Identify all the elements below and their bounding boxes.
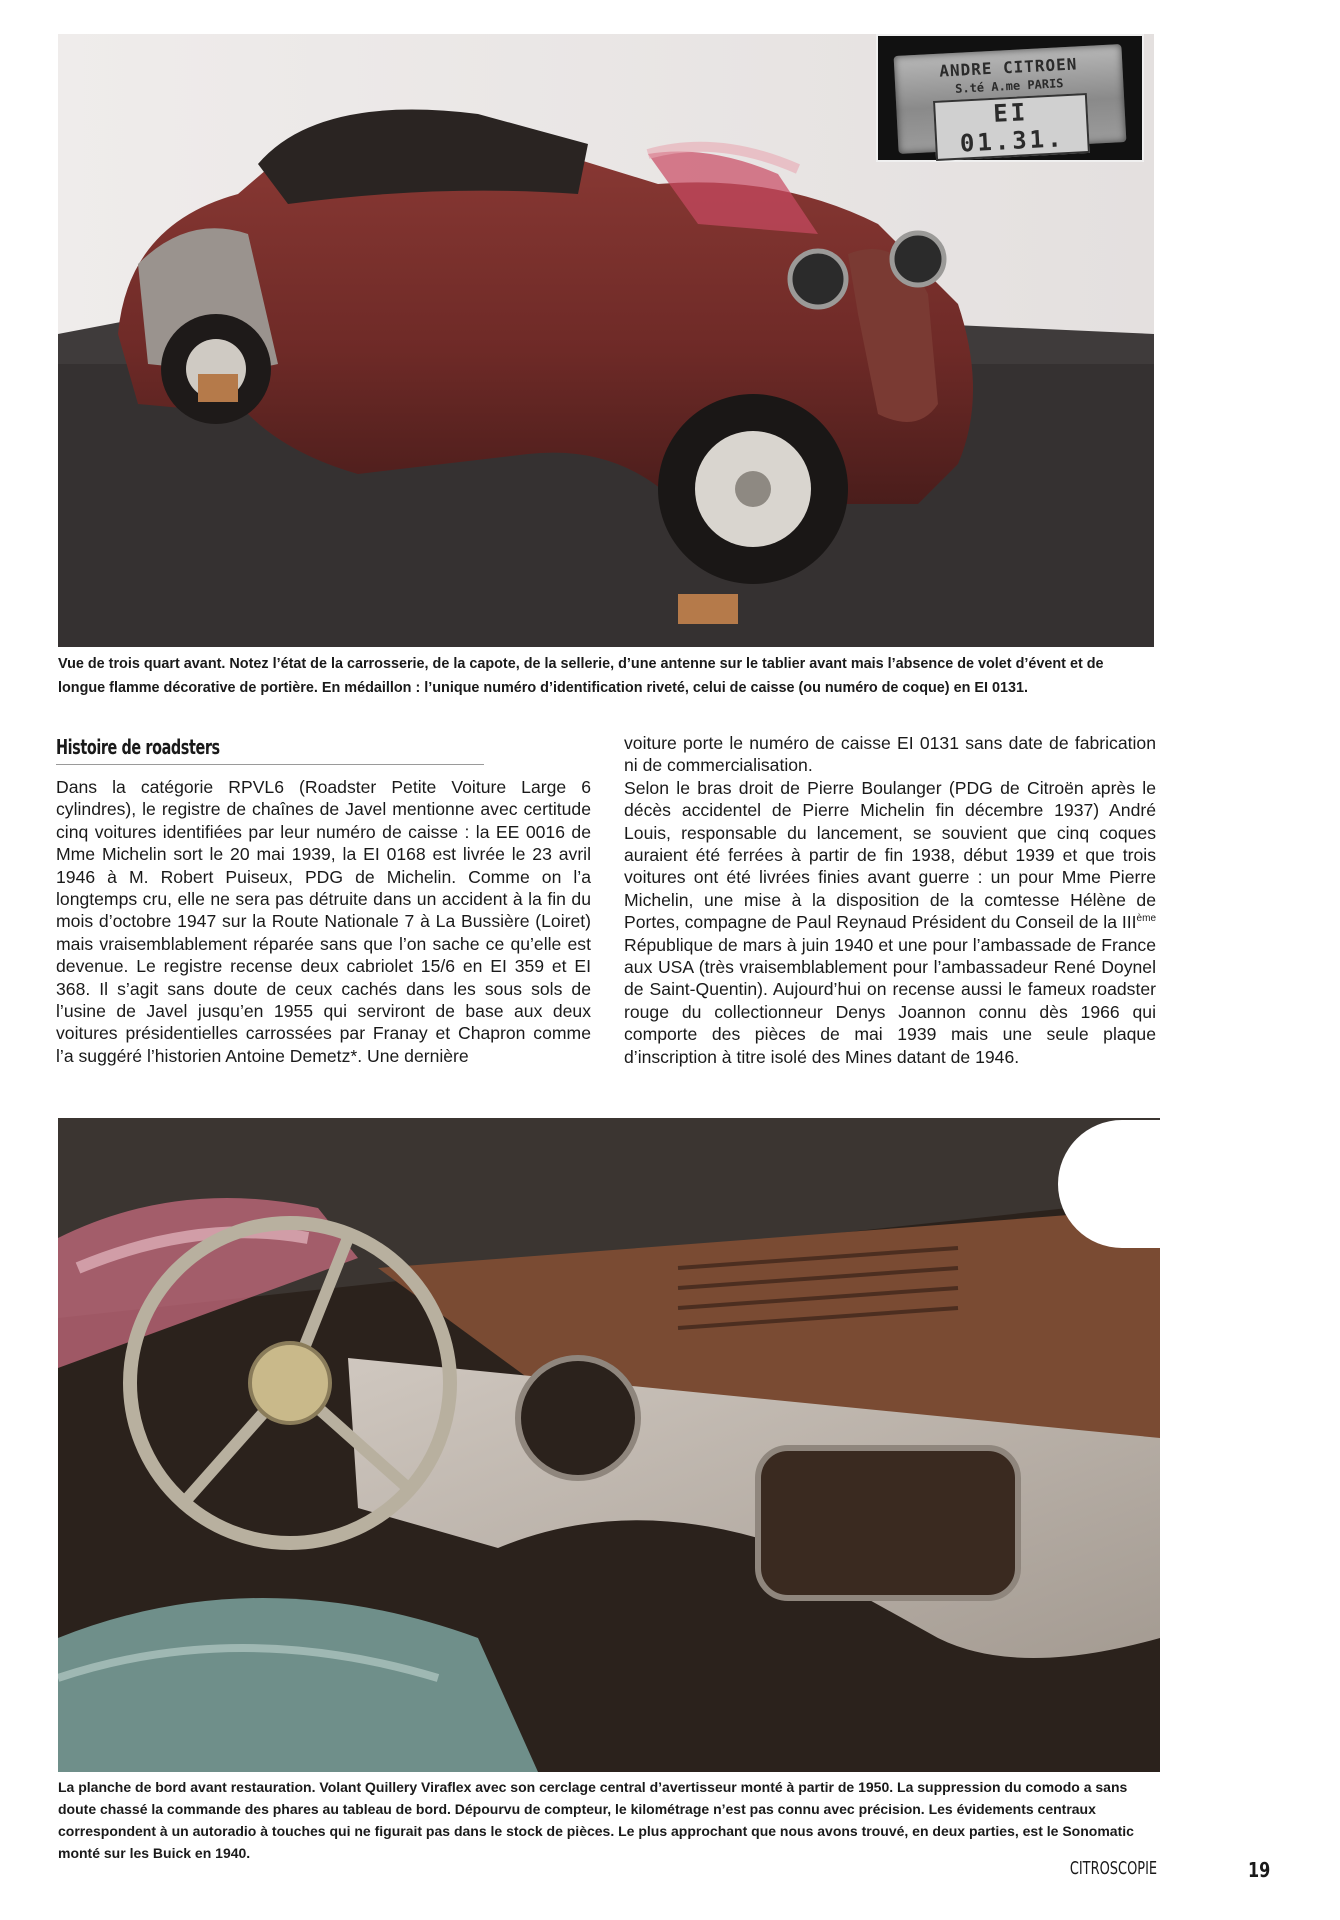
- article-right-paragraph-2: [624, 777, 1156, 1068]
- page-number: 19: [1248, 1858, 1271, 1882]
- magazine-name: CITROSCOPIE: [1069, 1858, 1157, 1879]
- section-title: Histoire de roadsters: [56, 732, 484, 765]
- article-left-column: Dans la catégorie RPVL6 (Roadster Petite Voiture Large 6 cylindres), le registre de chaînes de Javel mentionne avec certitude cinq voitures identifiées par leur numéro de caisse : la EE 0016 de Mme Michelin sort le 20 mai 1939, la EI 0168 est livrée le 23 avril 1946 à M. Robert Puiseux, PDG de Michelin. Comme on l’a longtemps cru, elle ne sera pas détruite dans un accident à la fin du mois d’octobre 1947 sur la Route Nationale 7 à La Bussière (Loiret) mais vraisemblablement réparée sans que l’on sache ce qu’elle est devenue. Le registre recense deux cabriolet 15/6 en EI 359 et EI 368. Il s’agit sans doute de ceux cachés dans les sous sols de l’usine de Javel jusqu’en 1955 qui serviront de base aux deux voitures présidentielles carrossées par Franay et Chapron comme l’a suggéré l’historien Antoine Demetz*. Une dernière: [56, 777, 591, 1066]
- article-right-paragraph-1: voiture porte le numéro de caisse EI 0131 sans date de fabrication ni de commercialisation.: [624, 733, 1156, 776]
- body-number-plate: [894, 44, 1127, 158]
- plate-line-brand: ANDRE CITROEN: [938, 54, 1078, 81]
- paragraph-2-part-b: République de mars à juin 1940 et une pour l’ambassade de France aux USA (très vraisemblablement pour l’ambassadeur René Doynel de Saint-Quentin). Aujourd’hui on recense aussi le fameux roadster rouge du collectionneur Denys Joannon connu dès 1966 qui comporte des pièces de mai 1939 mais une seule plaque d’inscription à titre isolé des Mines datant de 1946.: [624, 934, 1156, 1067]
- bottom-photo-caption: La planche de bord avant restauration. Volant Quillery Viraflex avec son cerclage central d’avertisseur monté à partir de 1950. La suppression du comodo a sans doute chassé la commande des phares au tableau de bord. Dépourvu de compteur, le kilométrage n’est pas connu avec précision. Les évidements centraux correspondent à un autoradio à touches qui ne figurait pas dans le stock de pièces. Le plus approchant que nous avons trouvé, en deux parties, est le Sonomatic monté sur les Buick en 1940.: [58, 1779, 1134, 1861]
- identification-plate-inset: [876, 34, 1144, 162]
- plate-line-number: EI 01.31.: [933, 93, 1090, 161]
- paragraph-2-part-a: Selon le bras droit de Pierre Boulanger (PDG de Citroën après le décès accidentel de Pierre Michelin fin décembre 1937) André Louis, responsable du lancement, se souvient que cinq coques auraient été ferrées à partir de fin 1938, début 1939 et que trois voitures ont été livrées finies avant guerre : un pour Mme Pierre Michelin, une mise à la disposition de la comtesse Hélène de Portes, compagne de Paul Reynaud Président du Conseil de la III: [624, 777, 1156, 933]
- ordinal-superscript: ème: [1136, 913, 1156, 925]
- dashboard-photo: [58, 1118, 1160, 1772]
- dashboard-illustration: [58, 1118, 1160, 1772]
- plate-line-company: S.té A.me PARIS: [954, 76, 1064, 96]
- car-front-three-quarter-photo: [58, 34, 1154, 647]
- article-right-column: [624, 732, 1156, 1068]
- top-photo-caption: Vue de trois quart avant. Notez l’état de la carrosserie, de la capote, de la sellerie, d’une antenne sur le tablier avant mais l’absence de volet d’évent et de longue flamme décorative de portière. En médaillon : l’unique numéro d’identification riveté, celui de caisse (ou numéro de coque) en EI 0131.: [58, 656, 1104, 696]
